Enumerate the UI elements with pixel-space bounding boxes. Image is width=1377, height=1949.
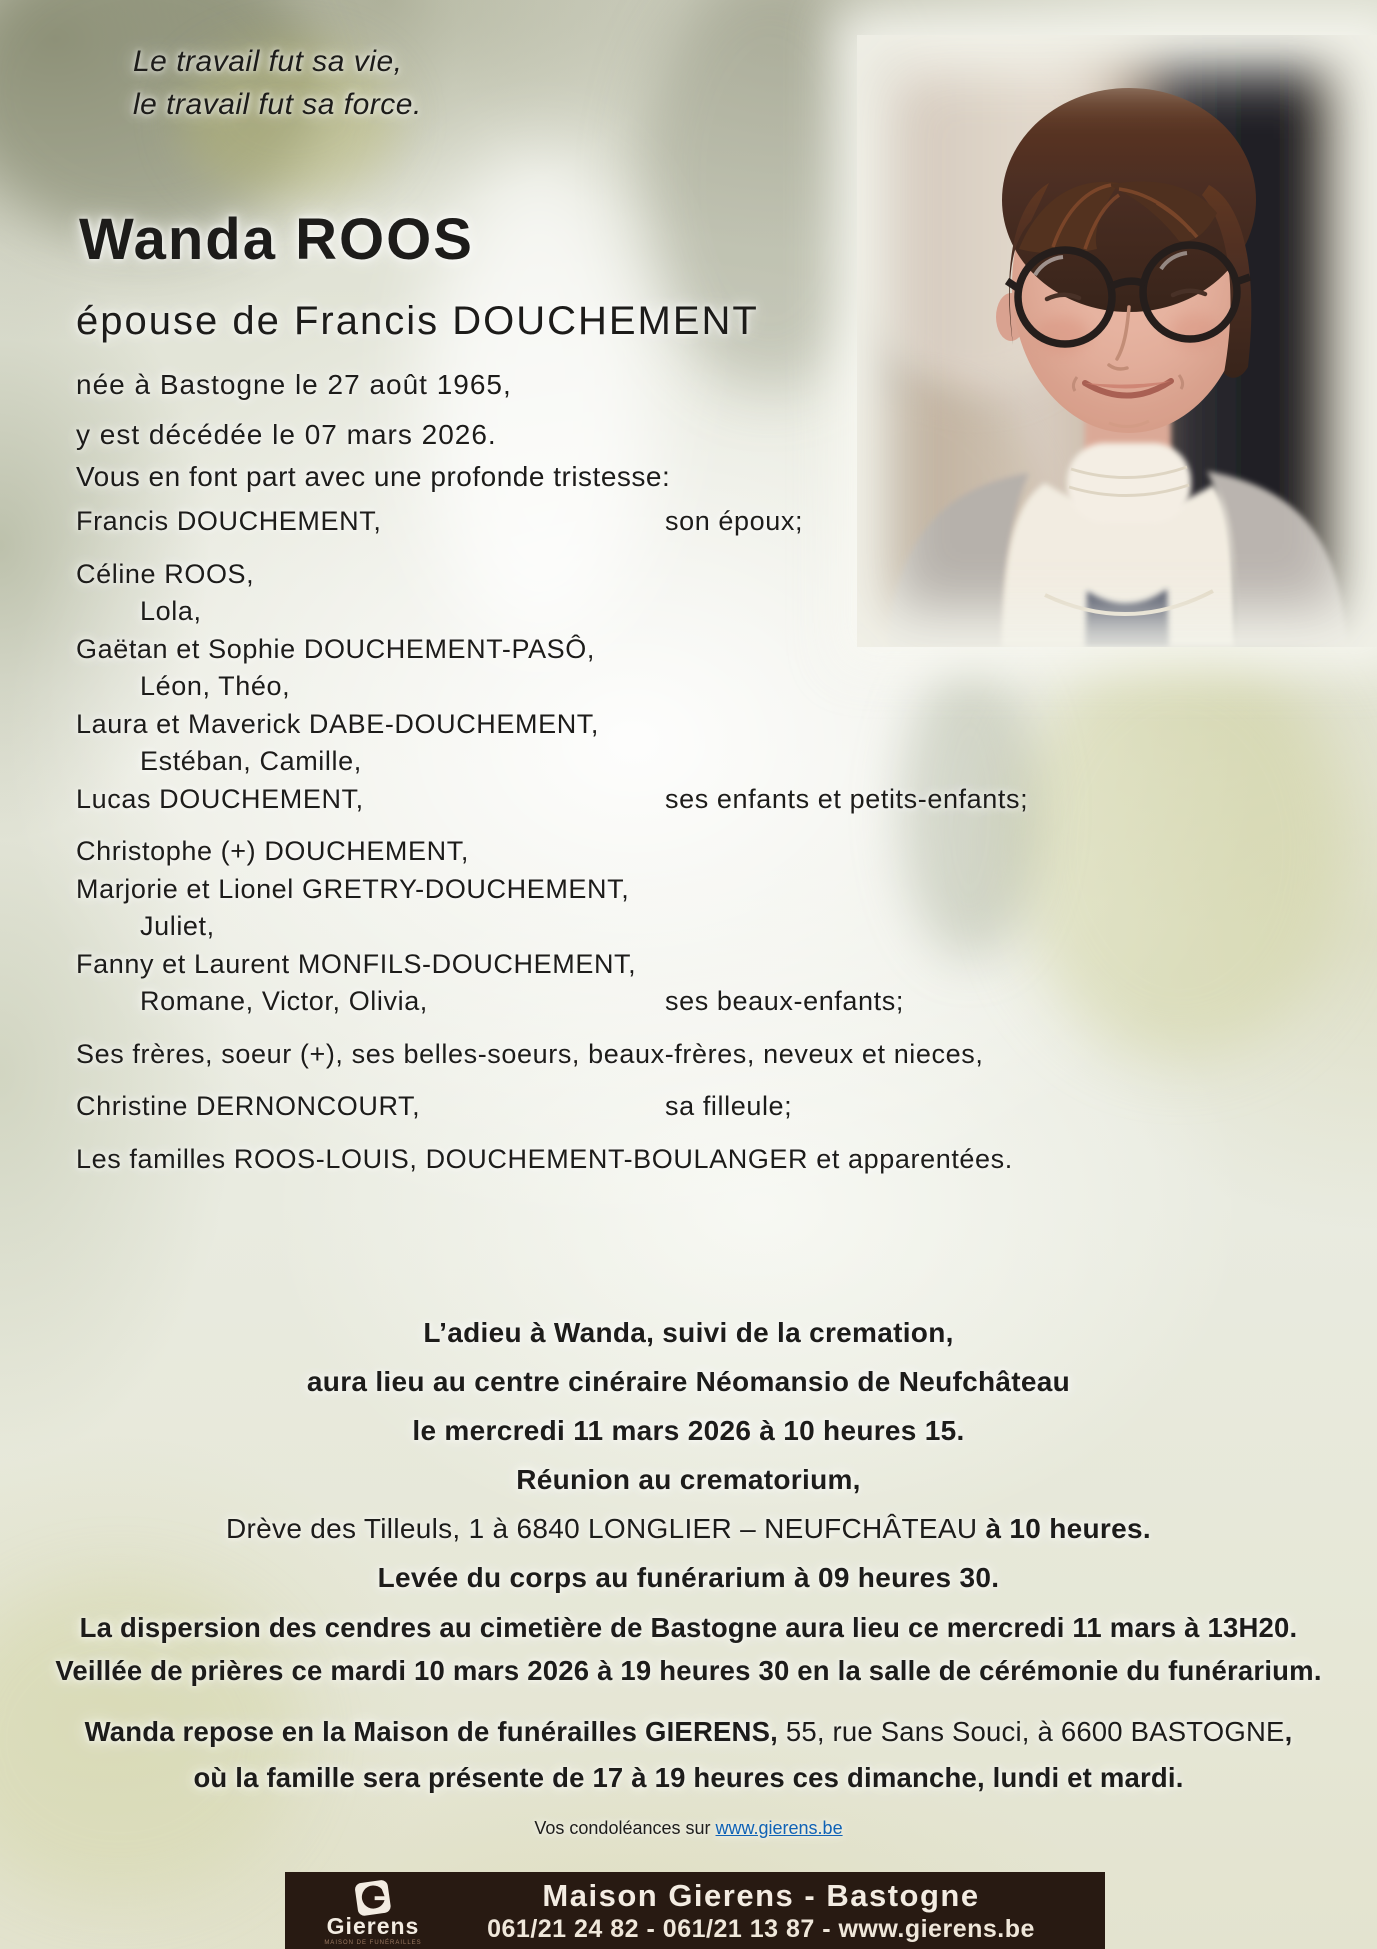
ceremony-time: à 10 heures. <box>985 1513 1151 1544</box>
family-list <box>76 506 1316 1181</box>
birth-death-lines <box>76 360 512 460</box>
family-relation: ses enfants et petits-enfants; <box>665 783 1029 814</box>
family-row <box>76 911 1316 949</box>
ceremony-line: aura lieu au centre cinéraire Néomansio de Neufchâteau <box>306 1366 1071 1397</box>
funeral-home-logo <box>303 1875 443 1946</box>
ceremony-line <box>0 1504 1377 1553</box>
dispersion-notice <box>0 1606 1377 1692</box>
opening-quote <box>133 40 422 126</box>
repose-line <box>0 1709 1377 1755</box>
family-row <box>76 596 1316 634</box>
brand-name: Gierens <box>326 1913 420 1939</box>
death-line: y est décédée le 07 mars 2026. <box>76 419 497 450</box>
family-row <box>76 836 1316 874</box>
family-row <box>76 671 1316 709</box>
deceased-name: Wanda ROOS <box>79 207 474 272</box>
family-row <box>76 746 1316 784</box>
family-name: Estéban, Camille, <box>140 746 362 776</box>
quote-line: le travail fut sa force. <box>133 88 422 121</box>
funeral-home-contact: 061/21 24 82 - 061/21 13 87 - www.gierens.be <box>487 1914 1035 1943</box>
family-name: Francis DOUCHEMENT, <box>76 506 382 536</box>
family-name: Romane, Victor, Olivia, <box>140 986 428 1016</box>
family-name: Céline ROOS, <box>76 558 255 589</box>
family-row <box>76 874 1316 912</box>
family-row <box>76 1091 1316 1129</box>
spouse-line: épouse de Francis DOUCHEMENT <box>76 299 759 343</box>
family-relation: ses beaux-enfants; <box>665 986 904 1016</box>
brand-subtitle: MAISON DE FUNÉRAILLES <box>324 1940 422 1946</box>
family-name: Ses frères, soeur (+), ses belles-soeurs, beaux-frères, neveux et nieces, <box>76 1038 984 1069</box>
family-name: Christine DERNONCOURT, <box>76 1091 421 1121</box>
veillee-line: Veillée de prières ce mardi 10 mars 2026 à 19 heures 30 en la salle de cérémonie du funérarium. <box>55 1655 1322 1686</box>
family-name: Laura et Maverick DABE-DOUCHEMENT, <box>76 708 600 739</box>
repose-bold: Wanda repose en la Maison de funérailles GIERENS, <box>84 1716 778 1747</box>
funeral-home-banner <box>285 1872 1105 1949</box>
family-name: Lucas DOUCHEMENT, <box>76 783 364 814</box>
family-name: Christophe (+) DOUCHEMENT, <box>76 836 469 866</box>
repose-notice <box>0 1709 1377 1801</box>
family-relation: son époux; <box>665 506 804 536</box>
ceremony-line: L’adieu à Wanda, suivi de la cremation, <box>423 1317 954 1348</box>
family-row <box>76 986 1316 1024</box>
repose-address: 55, rue Sans Souci, à 6600 BASTOGNE <box>778 1716 1285 1747</box>
family-name: Léon, Théo, <box>140 671 291 701</box>
announcement-intro: Vous en font part avec une profonde tristesse: <box>76 461 671 492</box>
family-name: Fanny et Laurent MONFILS-DOUCHEMENT, <box>76 948 637 979</box>
family-row <box>76 709 1316 747</box>
family-name: Juliet, <box>140 911 215 941</box>
condolences-prefix: Vos condoléances sur <box>534 1818 716 1838</box>
family-relation: sa filleule; <box>665 1091 793 1121</box>
family-row <box>76 784 1316 822</box>
ceremony-line: Levée du corps au funérarium à 09 heures 30. <box>377 1562 1000 1593</box>
funeral-home-title: Maison Gierens - Bastogne <box>542 1877 980 1913</box>
ceremony-line: le mercredi 11 mars 2026 à 10 heures 15. <box>412 1415 965 1446</box>
funeral-home-info <box>443 1878 1105 1944</box>
family-row <box>76 559 1316 597</box>
ceremony-line: Réunion au crematorium, <box>516 1464 861 1495</box>
ceremony-address: Drève des Tilleuls, 1 à 6840 LONGLIER – NEUFCHÂTEAU <box>226 1513 986 1544</box>
family-row <box>76 949 1316 987</box>
family-name: Les familles ROOS-LOUIS, DOUCHEMENT-BOULANGER et apparentées. <box>76 1143 1013 1174</box>
dispersion-line: La dispersion des cendres au cimetière de Bastogne aura lieu ce mercredi 11 mars à 13H20. <box>79 1612 1298 1643</box>
family-row <box>76 1039 1316 1077</box>
family-name: Marjorie et Lionel GRETRY-DOUCHEMENT, <box>76 873 630 904</box>
condolences-link[interactable]: www.gierens.be <box>715 1818 843 1838</box>
family-row <box>76 1144 1316 1182</box>
quote-line: Le travail fut sa vie, <box>133 45 403 78</box>
birth-line: née à Bastogne le 27 août 1965, <box>76 369 512 400</box>
presence-line: où la famille sera présente de 17 à 19 heures ces dimanche, lundi et mardi. <box>193 1762 1184 1793</box>
family-name: Lola, <box>140 596 202 626</box>
condolences-line <box>0 1818 1377 1839</box>
family-row <box>76 506 1316 544</box>
family-row <box>76 634 1316 672</box>
ceremony-details <box>0 1308 1377 1602</box>
repose-comma: , <box>1284 1716 1293 1747</box>
family-name: Gaëtan et Sophie DOUCHEMENT-PASÔ, <box>76 633 595 664</box>
